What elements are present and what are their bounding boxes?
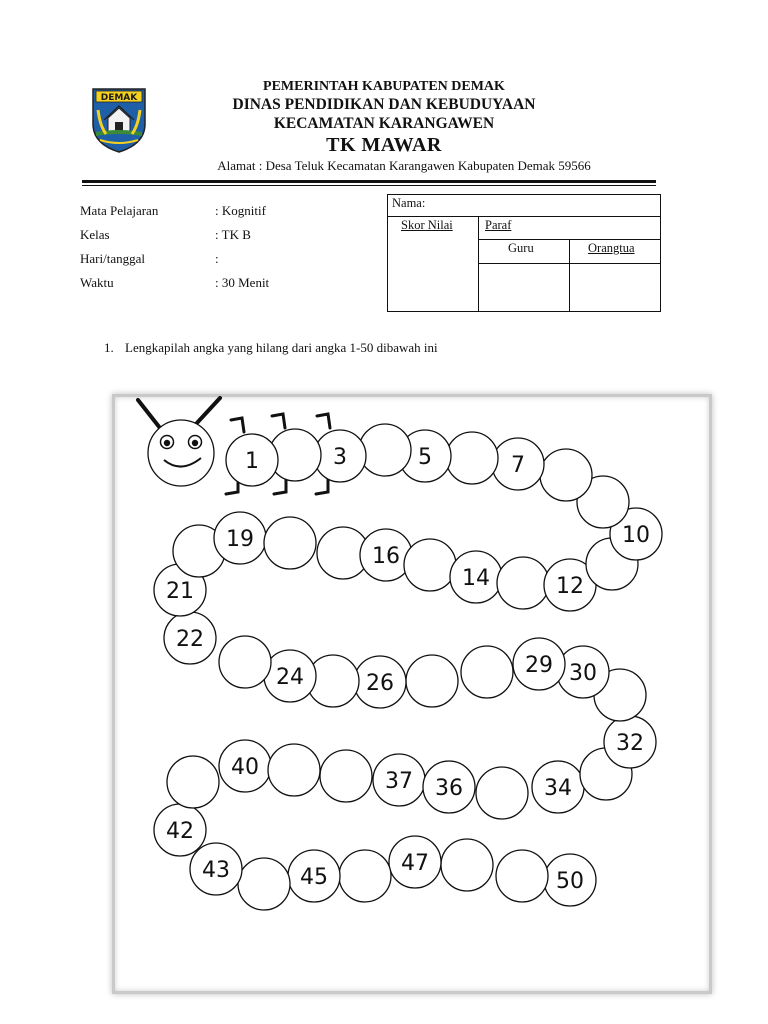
segment-number: 7 <box>511 453 525 478</box>
school-address: Alamat : Desa Teluk Kecamatan Karangawen Kabupaten Demak 59566 <box>217 158 591 173</box>
svg-text:DEMAK: DEMAK <box>100 93 138 103</box>
segment-number: 22 <box>176 627 204 652</box>
segment-number: 26 <box>366 671 394 696</box>
segment-number: 14 <box>462 566 490 591</box>
caterpillar-segment[interactable] <box>404 539 456 591</box>
right-antenna <box>196 398 220 424</box>
header-line-2: DINAS PENDIDIKAN DAN KEBUDUYAAN <box>232 96 536 113</box>
segment-number: 3 <box>333 445 347 470</box>
info-value-time: : 30 Menit <box>215 275 270 290</box>
info-label-time: Waktu <box>80 275 114 290</box>
segment-number: 16 <box>372 544 400 569</box>
info-label-class: Kelas <box>80 227 110 242</box>
caterpillar-segment[interactable] <box>496 850 548 902</box>
caterpillar-segment[interactable] <box>406 655 458 707</box>
left-antenna <box>138 400 160 428</box>
question-number: 1. <box>104 340 114 355</box>
caterpillar-segment[interactable] <box>339 850 391 902</box>
caterpillar-segment[interactable] <box>446 432 498 484</box>
segment-number: 19 <box>226 527 254 552</box>
segment-number: 32 <box>616 731 644 756</box>
info-value-date: : <box>215 251 219 266</box>
caterpillar-segment[interactable] <box>497 557 549 609</box>
skor-nilai-label: Skor Nilai <box>401 218 453 232</box>
segment-number: 1 <box>245 449 259 474</box>
segment-number: 50 <box>556 869 584 894</box>
caterpillar-segment[interactable] <box>219 636 271 688</box>
segment-number: 37 <box>385 769 413 794</box>
caterpillar-segment[interactable] <box>441 839 493 891</box>
caterpillar-segment[interactable] <box>461 646 513 698</box>
caterpillar-segment[interactable] <box>359 424 411 476</box>
segment-number: 43 <box>202 858 230 883</box>
caterpillar-segment[interactable] <box>238 858 290 910</box>
question-text: Lengkapilah angka yang hilang dari angka 1-50 dibawah ini <box>125 340 438 355</box>
segment-number: 34 <box>544 776 572 801</box>
caterpillar-head <box>148 420 214 486</box>
segment-number: 42 <box>166 819 194 844</box>
segment-number: 45 <box>300 865 328 890</box>
info-label-subject: Mata Pelajaran <box>80 203 159 218</box>
info-value-class: : TK B <box>215 227 251 242</box>
paraf-label: Paraf <box>485 218 512 232</box>
caterpillar-segment[interactable] <box>167 756 219 808</box>
segment-number: 5 <box>418 445 432 470</box>
segment-number: 36 <box>435 776 463 801</box>
caterpillar-segment[interactable] <box>476 767 528 819</box>
caterpillar-segment[interactable] <box>320 750 372 802</box>
header-line-1: PEMERINTAH KABUPATEN DEMAK <box>263 79 505 94</box>
segment-number: 10 <box>622 523 650 548</box>
caterpillar-segment[interactable] <box>540 449 592 501</box>
orangtua-label: Orangtua <box>588 241 635 255</box>
caterpillar-segment[interactable] <box>268 744 320 796</box>
caterpillar-segment[interactable] <box>264 517 316 569</box>
segment-number: 29 <box>525 653 553 678</box>
info-value-subject: : Kognitif <box>215 203 266 218</box>
segment-number: 40 <box>231 755 259 780</box>
header-line-3: KECAMATAN KARANGAWEN <box>273 115 495 132</box>
segment-number: 12 <box>556 574 584 599</box>
nama-field[interactable]: Nama: <box>392 196 426 210</box>
info-label-date: Hari/tanggal <box>80 251 145 266</box>
segment-number: 21 <box>166 579 194 604</box>
school-name: TK MAWAR <box>326 134 442 156</box>
guru-label: Guru <box>508 241 534 255</box>
segment-number: 47 <box>401 851 429 876</box>
segment-number: 24 <box>276 665 304 690</box>
segment-number: 30 <box>569 661 597 686</box>
